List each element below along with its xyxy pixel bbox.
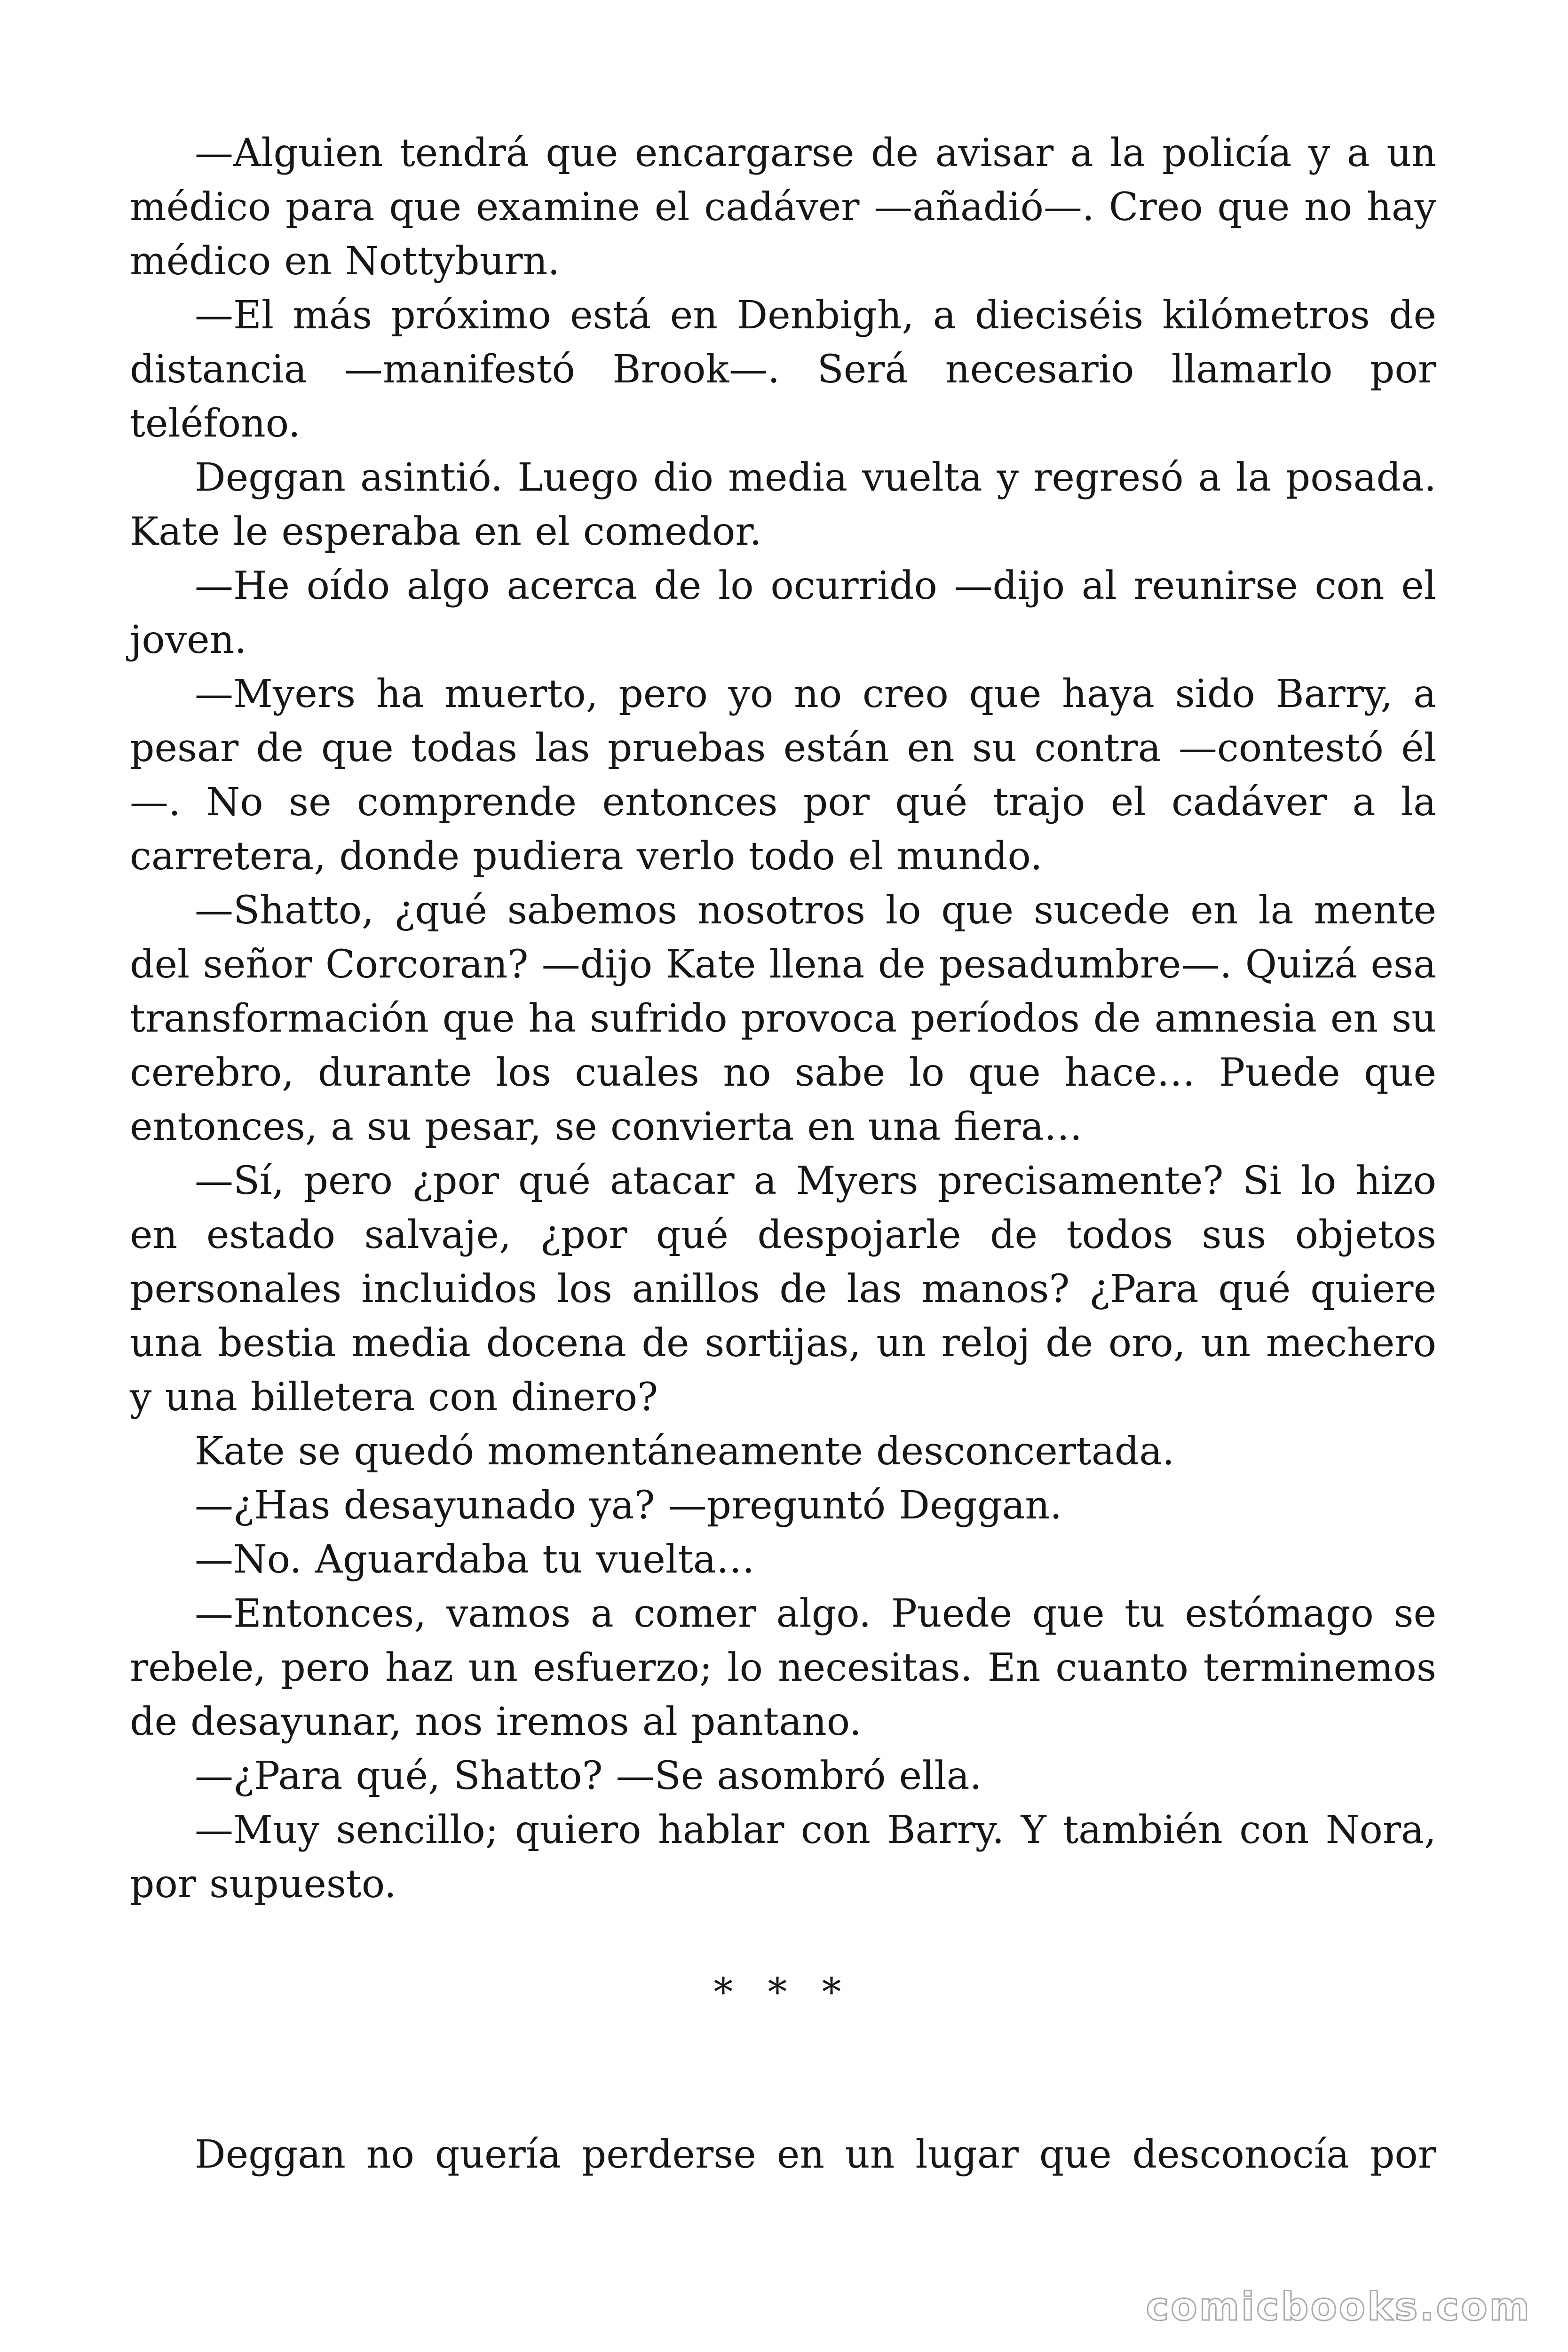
paragraph-8: Kate se quedó momentáneamente desconcertada. [195,1429,1175,1474]
paragraph-10: —No. Aguardaba tu vuelta… [195,1537,755,1582]
paragraph-2: —El más próximo está en Denbigh, a dieciséis kilómetros de distancia —manifestó Brook—. Será necesario llamarlo por teléfono. [130,293,1436,446]
section-separator: * * * [713,1970,853,2015]
paragraph-1: —Alguien tendrá que encargarse de avisar a la policía y a un médico para que examine el cadáver —añadió—. Creo que no hay médico en Nottyburn. [130,131,1436,284]
paragraph-11: —Entonces, vamos a comer algo. Puede que tu estómago se rebele, pero haz un esfuerzo; lo necesitas. En cuanto terminemos de desayunar, nos iremos al pantano. [130,1591,1436,1744]
continuation-paragraph: Deggan no quería perderse en un lugar que desconocía por [195,2132,1436,2177]
paragraph-12: —¿Para qué, Shatto? —Se asombró ella. [195,1754,982,1798]
watermark: comicbooks.com [1146,2285,1531,2329]
paragraph-4: —He oído algo acerca de lo ocurrido —dijo al reunirse con el joven. [130,564,1436,662]
paragraph-13: —Muy sencillo; quiero hablar con Barry. Y también con Nora, por supuesto. [130,1808,1436,1907]
paragraph-7: —Sí, pero ¿por qué atacar a Myers precisamente? Si lo hizo en estado salvaje, ¿por qué despojarle de todos sus objetos personales incluidos los anillos de las manos? ¿Para qué quiere una bestia media docena de sortijas, un reloj de oro, un mechero y una billetera con dinero? [130,1159,1436,1420]
page-body [130,126,1436,2182]
paragraph-5: —Myers ha muerto, pero yo no creo que haya sido Barry, a pesar de que todas las pruebas están en su contra —contestó él—. No se comprende entonces por qué trajo el cadáver a la carretera, donde pudiera verlo todo el mundo. [130,672,1436,879]
paragraph-9: —¿Has desayunado ya? —preguntó Deggan. [195,1483,1062,1528]
paragraph-3: Deggan asintió. Luego dio media vuelta y regresó a la posada. Kate le esperaba en el comedor. [130,455,1436,554]
paragraph-6: —Shatto, ¿qué sabemos nosotros lo que sucede en la mente del señor Corcoran? —dijo Kate llena de pesadumbre—. Quizá esa transformación que ha sufrido provoca períodos de amnesia en su cerebro, durante los cuales no sabe lo que hace… Puede que entonces, a su pesar, se convierta en una fiera… [130,888,1436,1149]
